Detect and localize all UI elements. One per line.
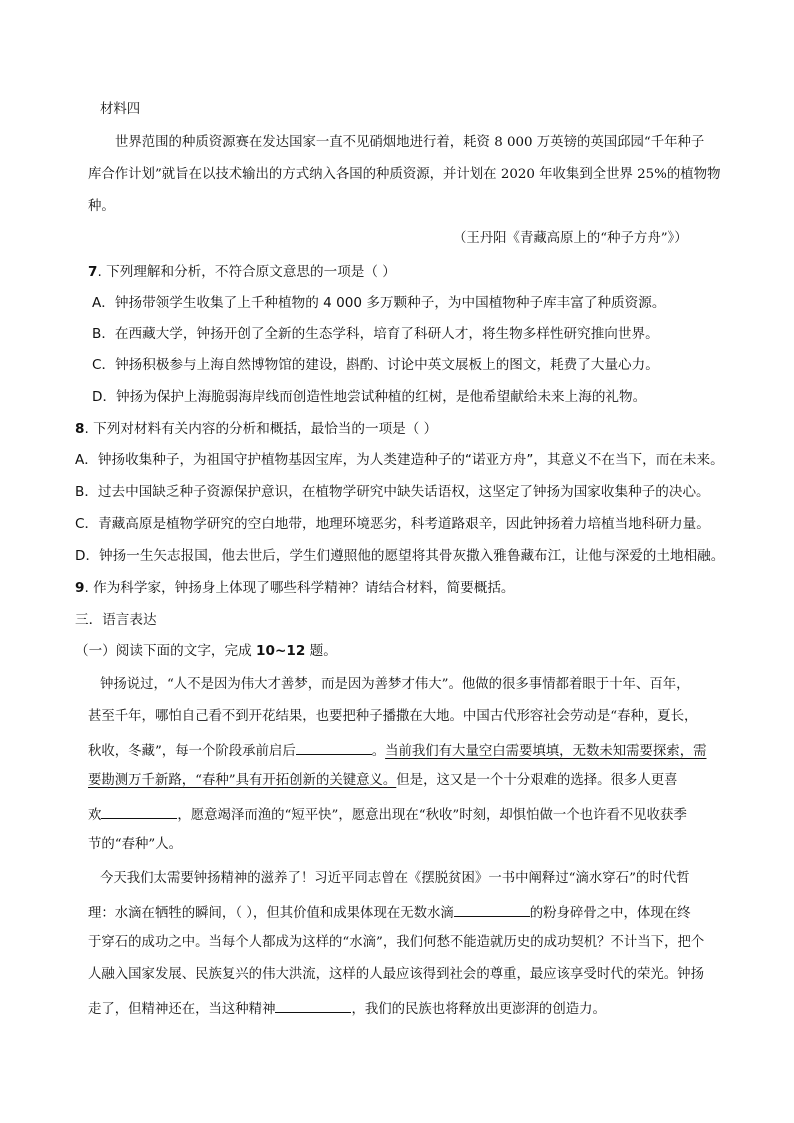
q9-stem-text: . 作为科学家，钟扬身上体现了哪些科学精神？请结合材料，简要概括。 <box>84 580 515 596</box>
q8-stem <box>75 420 437 438</box>
text-run: 。 <box>371 744 386 759</box>
q7-stem <box>88 263 396 281</box>
material4-line-1: 世界范围的种质资源赛在发达国家一直不见硝烟地进行着，耗资 8 000 万英镑的英国邱园“千年种子 <box>115 135 705 150</box>
passage-p2-line-1: 今天我们太需要钟扬精神的滋养了！习近平同志曾在《摆脱贫困》一书中阐释过“滴水穿石”的时代哲 <box>100 871 690 886</box>
q8-stem-text: . 下列对材料有关内容的分析和概括，最恰当的一项是（ ） <box>84 421 438 437</box>
text-run: 秋收，冬藏”，每一个阶段承前启后 <box>88 744 296 759</box>
q7-number: 7 <box>88 264 98 280</box>
passage-p1-line-4 <box>88 772 678 790</box>
q7-option-d: D．钟扬为保护上海脆弱海岸线而创造性地尝试种植的红树，是他希望献给未来上海的礼物。 <box>92 389 647 405</box>
passage-p1-line-6: 节的“春种”人。 <box>88 837 183 852</box>
fill-blank-3[interactable] <box>454 902 530 917</box>
material4-heading: 材料四 <box>100 102 141 117</box>
text-run: 欢 <box>88 808 102 823</box>
q8-option-a: A．钟扬收集种子，为祖国守护植物基因宝库，为人类建造种子的“诺亚方舟”，其意义不在当下，而在未来。 <box>75 452 724 468</box>
passage-p1-line-1: 钟扬说过，“人不是因为伟大才善梦，而是因为善梦才伟大”。他做的很多事情都着眼于十年、百年， <box>100 677 690 692</box>
fill-blank-4[interactable] <box>275 998 351 1013</box>
q8-option-b: B．过去中国缺乏种子资源保护意识，在植物学研究中缺失话语权，这坚定了钟扬为国家收集种子的决心。 <box>75 484 710 500</box>
passage-p2-line-2 <box>88 902 690 923</box>
fill-blank-2[interactable] <box>101 804 177 819</box>
passage-p2-line-5 <box>88 998 606 1019</box>
material4-source: （王丹阳《青藏高原上的“种子方舟”》） <box>453 231 688 246</box>
q7-option-c: C．钟扬积极参与上海自然博物馆的建设，斟酌、讨论中英文展板上的图文，耗费了大量心力。 <box>92 357 659 373</box>
q9-stem <box>75 579 515 597</box>
underlined-sentence: 当前我们有大量空白需要填填，无数未知需要探索，需 <box>385 744 707 759</box>
material4-line-2: 库合作计划”就旨在以技术输出的方式纳入各国的种质资源，并计划在 2020 年收集到全世界 25%的植物物 <box>88 167 721 182</box>
passage-p1-line-5 <box>88 804 687 825</box>
q8-number: 8 <box>75 421 85 437</box>
text-run: ，愿意竭泽而渔的“短平快”，愿意出现在“秋收”时刻，却惧怕做一个也许看不见收获季 <box>177 808 687 823</box>
q9-number: 9 <box>75 580 85 596</box>
underlined-sentence: 要勘测万千新路，“春种”具有开拓创新的关键意义。 <box>88 773 397 788</box>
text-run: 但是，这又是一个十分艰难的选择。很多人更喜 <box>396 773 678 788</box>
text-run: 理：水滴在牺牲的瞬间，（ ），但其价值和成果体现在无数水滴 <box>88 906 454 921</box>
subtitle-suffix: 题。 <box>305 643 337 659</box>
material4-line-3: 种。 <box>88 199 115 214</box>
passage-p1-line-3 <box>88 740 706 761</box>
section-3-subtitle <box>75 642 337 660</box>
passage-p1-line-2: 甚至千年，哪怕自己看不到开花结果，也要把种子播撒在大地。中国古代形容社会劳动是“春种，夏长， <box>88 709 698 724</box>
q7-option-a: A．钟扬带领学生收集了上千种植物的 4 000 多万颗种子，为中国植物种子库丰富了种质资源。 <box>92 295 666 311</box>
section-3-title: 三．语言表达 <box>75 612 157 628</box>
text-run: ，我们的民族也将释放出更澎湃的创造力。 <box>351 1002 606 1017</box>
passage-p2-line-3: 于穿石的成功之中。当每个人都成为这样的“水滴”，我们何愁不能造就历史的成功契机？不计当下，把个 <box>88 935 705 950</box>
text-run: 的粉身碎骨之中，体现在终 <box>529 906 691 921</box>
text-run: 走了，但精神还在，当这种精神 <box>88 1002 276 1017</box>
fill-blank-1[interactable] <box>296 740 372 755</box>
q8-option-c: C．青藏高原是植物学研究的空白地带，地理环境恶劣，科考道路艰辛，因此钟扬着力培植当地科研力量。 <box>75 516 710 532</box>
q7-option-b: B．在西藏大学，钟扬开创了全新的生态学科，培育了科研人才，将生物多样性研究推向世界。 <box>92 326 659 342</box>
q7-stem-text: . 下列理解和分析，不符合原文意思的一项是（ ） <box>97 264 396 280</box>
question-range: 10~12 <box>256 643 306 659</box>
passage-p2-line-4: 人融入国家发展、民族复兴的伟大洪流，这样的人最应该得到社会的尊重，最应该享受时代的荣光。钟扬 <box>88 967 704 982</box>
subtitle-prefix: （一）阅读下面的文字，完成 <box>75 643 257 659</box>
q8-option-d: D．钟扬一生矢志报国，他去世后，学生们遵照他的愿望将其骨灰撒入雅鲁藏布江，让他与深爱的土地相融。 <box>75 548 725 564</box>
